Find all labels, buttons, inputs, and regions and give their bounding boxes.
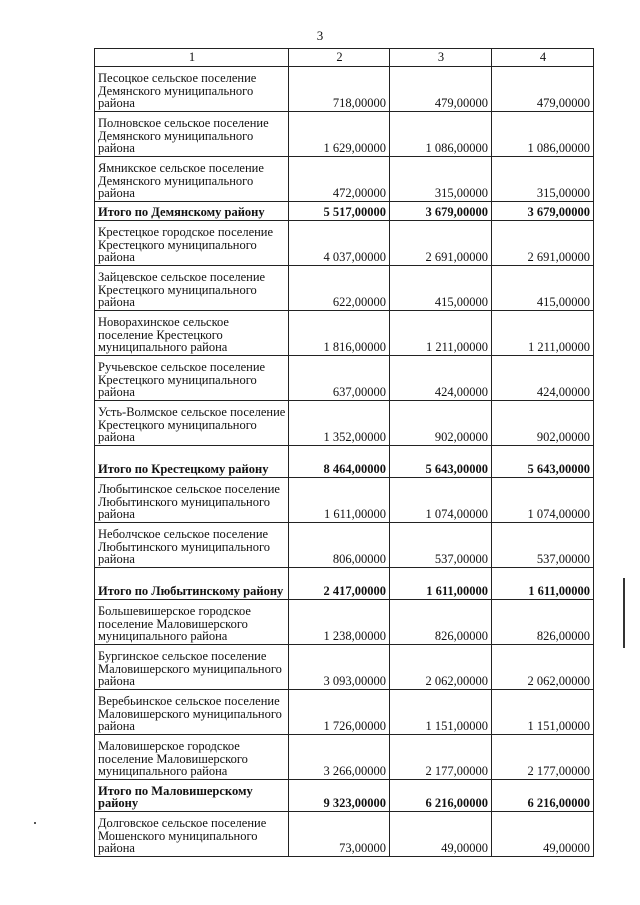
value-col-4: 6 216,00000 [492,780,594,812]
settlement-name: Итого по Любытинскому району [95,568,289,600]
value-col-4: 537,00000 [492,523,594,568]
value-col-3: 1 086,00000 [390,112,492,157]
value-col-3: 2 177,00000 [390,735,492,780]
column-header-2: 2 [289,49,390,67]
value-col-2: 8 464,00000 [289,446,390,478]
value-col-2: 718,00000 [289,67,390,112]
value-col-4: 1 611,00000 [492,568,594,600]
allocation-table [94,48,594,857]
value-col-4: 3 679,00000 [492,202,594,221]
table-row [95,157,594,202]
settlement-name: Итого по Крестецкому району [95,446,289,478]
table-row [95,401,594,446]
value-col-2: 3 093,00000 [289,645,390,690]
value-col-3: 5 643,00000 [390,446,492,478]
settlement-name: Итого по Демянскому району [95,202,289,221]
value-col-4: 315,00000 [492,157,594,202]
value-col-3: 1 074,00000 [390,478,492,523]
value-col-3: 537,00000 [390,523,492,568]
value-col-3: 826,00000 [390,600,492,645]
settlement-name: Любытинское сельское поселение Любытинского муниципального района [95,478,289,523]
value-col-4: 2 691,00000 [492,221,594,266]
value-col-3: 1 151,00000 [390,690,492,735]
table-row [95,67,594,112]
value-col-3: 6 216,00000 [390,780,492,812]
settlement-name: Песоцкое сельское поселение Демянского муниципального района [95,67,289,112]
table-row [95,812,594,857]
settlement-name: Усть-Волмское сельское поселение Крестецкого муниципального района [95,401,289,446]
value-col-2: 1 611,00000 [289,478,390,523]
scan-speck [34,822,36,824]
value-col-2: 1 352,00000 [289,401,390,446]
value-col-3: 424,00000 [390,356,492,401]
total-row [95,446,594,478]
value-col-3: 902,00000 [390,401,492,446]
table-row [95,112,594,157]
column-header-3: 3 [390,49,492,67]
settlement-name: Бургинское сельское поселение Маловишерского муниципального района [95,645,289,690]
value-col-3: 3 679,00000 [390,202,492,221]
value-col-2: 1 238,00000 [289,600,390,645]
settlement-name: Зайцевское сельское поселение Крестецкого муниципального района [95,266,289,311]
settlement-name: Итого по Маловишерскому району [95,780,289,812]
settlement-name: Большевишерское городское поселение Маловишерского муниципального района [95,600,289,645]
value-col-4: 1 211,00000 [492,311,594,356]
value-col-4: 5 643,00000 [492,446,594,478]
value-col-2: 2 417,00000 [289,568,390,600]
value-col-4: 479,00000 [492,67,594,112]
column-header-1: 1 [95,49,289,67]
table-row [95,478,594,523]
table-row [95,690,594,735]
table-body [95,67,594,857]
value-col-4: 1 086,00000 [492,112,594,157]
value-col-3: 1 211,00000 [390,311,492,356]
table-row [95,600,594,645]
value-col-2: 472,00000 [289,157,390,202]
settlement-name: Маловишерское городское поселение Маловишерского муниципального района [95,735,289,780]
value-col-4: 2 177,00000 [492,735,594,780]
value-col-4: 1 074,00000 [492,478,594,523]
table-row [95,266,594,311]
table-row [95,735,594,780]
value-col-4: 424,00000 [492,356,594,401]
value-col-4: 2 062,00000 [492,645,594,690]
value-col-3: 49,00000 [390,812,492,857]
scan-edge-mark [623,578,625,648]
table-row [95,523,594,568]
settlement-name: Новорахинское сельское поселение Крестецкого муниципального района [95,311,289,356]
value-col-3: 315,00000 [390,157,492,202]
value-col-4: 49,00000 [492,812,594,857]
value-col-3: 1 611,00000 [390,568,492,600]
table-row [95,645,594,690]
settlement-name: Крестецкое городское поселение Крестецкого муниципального района [95,221,289,266]
settlement-name: Долговское сельское поселение Мошенского муниципального района [95,812,289,857]
value-col-4: 415,00000 [492,266,594,311]
settlement-name: Веребьинское сельское поселение Маловишерского муниципального района [95,690,289,735]
column-number-row [95,49,594,67]
settlement-name: Ручьевское сельское поселение Крестецкого муниципального района [95,356,289,401]
value-col-3: 415,00000 [390,266,492,311]
value-col-4: 902,00000 [492,401,594,446]
value-col-3: 2 691,00000 [390,221,492,266]
value-col-2: 5 517,00000 [289,202,390,221]
table-row [95,356,594,401]
table-row [95,311,594,356]
value-col-2: 1 816,00000 [289,311,390,356]
value-col-2: 806,00000 [289,523,390,568]
value-col-2: 1 629,00000 [289,112,390,157]
table-row [95,221,594,266]
column-header-4: 4 [492,49,594,67]
settlement-name: Полновское сельское поселение Демянского муниципального района [95,112,289,157]
value-col-2: 622,00000 [289,266,390,311]
settlement-name: Ямникское сельское поселение Демянского муниципального района [95,157,289,202]
value-col-2: 4 037,00000 [289,221,390,266]
value-col-2: 1 726,00000 [289,690,390,735]
value-col-4: 826,00000 [492,600,594,645]
total-row [95,202,594,221]
value-col-2: 637,00000 [289,356,390,401]
value-col-3: 479,00000 [390,67,492,112]
page-number: 3 [316,28,324,43]
value-col-4: 1 151,00000 [492,690,594,735]
value-col-2: 73,00000 [289,812,390,857]
total-row [95,568,594,600]
value-col-2: 3 266,00000 [289,735,390,780]
value-col-3: 2 062,00000 [390,645,492,690]
settlement-name: Неболчское сельское поселение Любытинского муниципального района [95,523,289,568]
total-row [95,780,594,812]
value-col-2: 9 323,00000 [289,780,390,812]
